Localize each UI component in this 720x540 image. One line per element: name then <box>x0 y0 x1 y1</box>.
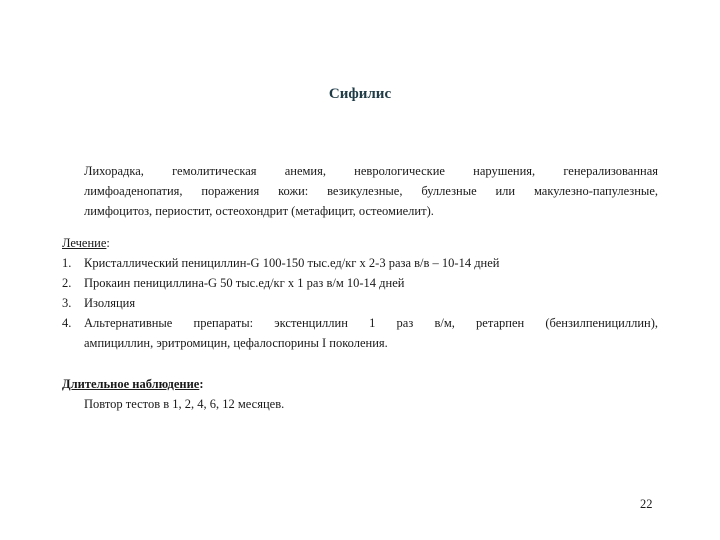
symptoms-line: лимфоаденопатия, поражения кожи: везикулезные, буллезные или макулезно-папулезные, <box>84 184 658 198</box>
list-item <box>62 273 658 293</box>
treatment-list <box>62 253 658 353</box>
followup-heading <box>62 374 204 394</box>
symptoms-line: Лихорадка, гемолитическая анемия, неврологические нарушения, генерализованная <box>84 164 658 178</box>
symptoms-line: лимфоцитоз, периостит, остеохондрит (метафицит, остеомиелит). <box>84 204 434 218</box>
followup-heading-colon: : <box>199 377 204 391</box>
followup-text: Повтор тестов в 1, 2, 4, 6, 12 месяцев. <box>84 397 285 411</box>
list-item-text-continued: ампициллин, эритромицин, цефалоспорины I поколения. <box>84 336 388 350</box>
slide-title: Сифилис <box>328 86 392 102</box>
list-item-number: 3. <box>62 296 72 310</box>
followup-heading-label: Длительное наблюдение <box>62 377 200 391</box>
list-item-number: 1. <box>62 256 72 270</box>
list-item-text: Прокаин пенициллина-G 50 тыс.ед/кг х 1 раз в/м 10-14 дней <box>84 276 405 290</box>
list-item <box>62 313 658 353</box>
list-item <box>62 253 658 273</box>
treatment-heading-colon: : <box>106 236 110 250</box>
list-item-text: Альтернативные препараты: экстенциллин 1 раз в/м, ретарпен (бензилпенициллин), <box>84 316 658 330</box>
list-item-text: Кристаллический пенициллин-G 100-150 тыс.ед/кг х 2-3 раза в/в – 10-14 дней <box>84 256 500 270</box>
symptoms-paragraph <box>84 161 658 221</box>
list-item <box>62 293 658 313</box>
treatment-heading <box>62 233 110 253</box>
page-number: 22 <box>640 497 653 511</box>
list-item-number: 2. <box>62 276 72 290</box>
list-item-number: 4. <box>62 316 72 330</box>
treatment-heading-label: Лечение <box>62 236 107 250</box>
list-item-text: Изоляция <box>84 296 136 310</box>
